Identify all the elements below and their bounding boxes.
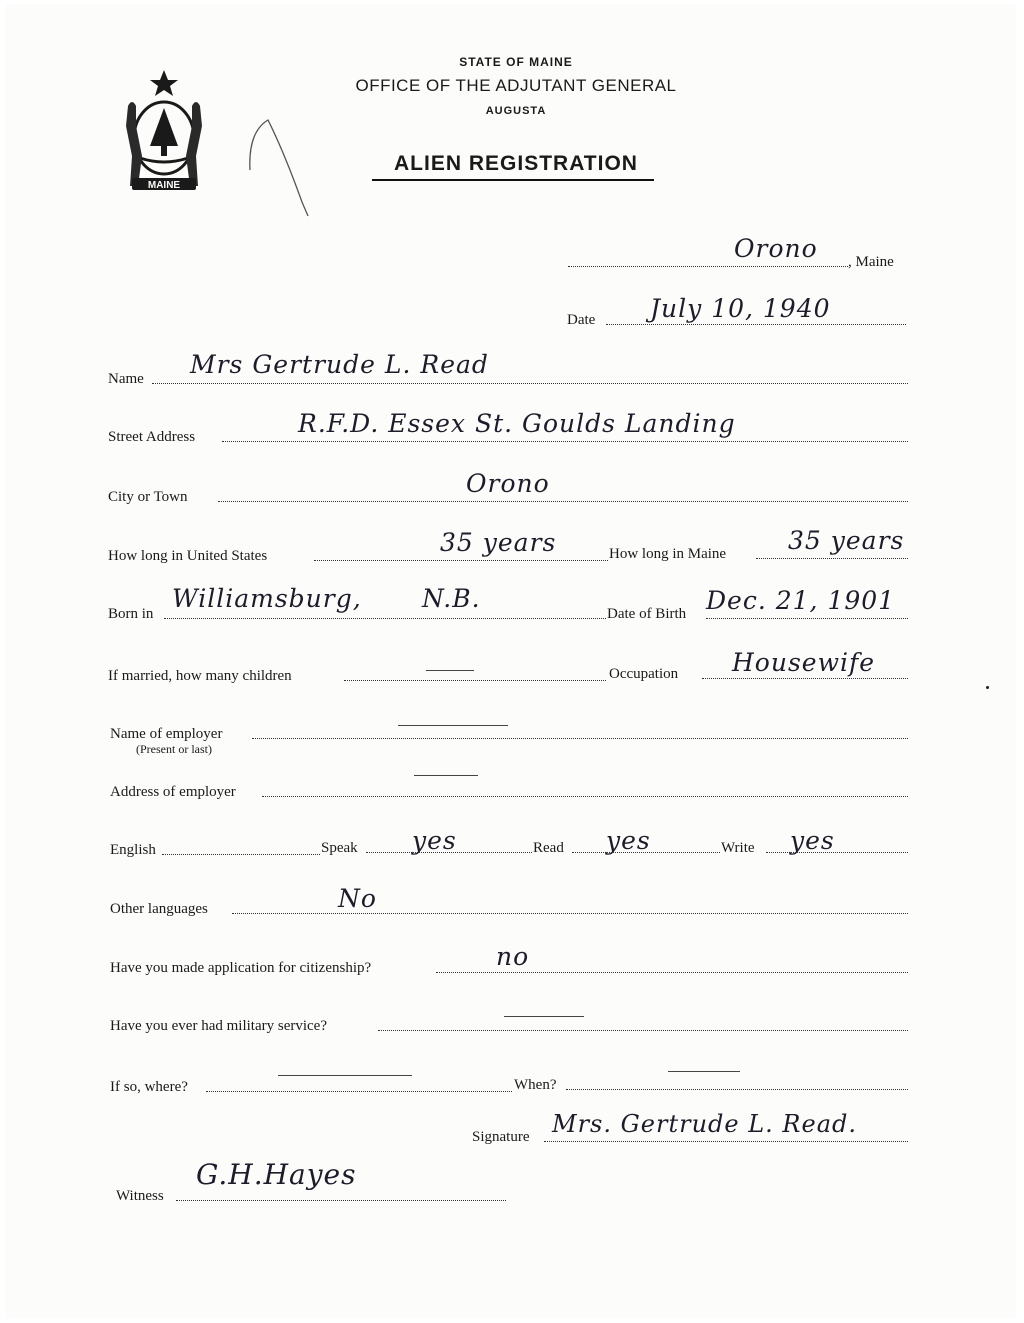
how-long-us-line <box>314 560 608 561</box>
other-languages-value: No <box>338 884 377 913</box>
other-languages-line <box>232 913 908 914</box>
name-label: Name <box>108 371 144 387</box>
occupation-value: Housewife <box>732 648 876 677</box>
city-line <box>218 501 908 502</box>
how-long-maine-line <box>756 558 908 559</box>
born-in-place-value: Williamsburg, <box>172 584 362 613</box>
city-value: Orono <box>466 469 550 498</box>
read-label: Read <box>533 840 564 856</box>
street-label: Street Address <box>108 429 196 445</box>
employer-dash <box>398 725 508 726</box>
military-line <box>378 1030 908 1031</box>
read-value: yes <box>606 826 651 855</box>
header-office: OFFICE OF THE ADJUTANT GENERAL <box>355 76 677 95</box>
born-in-line <box>164 618 606 619</box>
title-underline <box>372 179 654 181</box>
occupation-label: Occupation <box>609 666 679 682</box>
date-of-birth-label: Date of Birth <box>607 606 687 622</box>
signature-label: Signature <box>472 1129 530 1145</box>
town-line <box>568 266 848 267</box>
citizenship-label: Have you made application for citizenship? <box>110 960 372 976</box>
where-label: If so, where? <box>110 1079 188 1095</box>
witness-signature: G.H.Hayes <box>196 1158 357 1191</box>
where-dash <box>278 1075 412 1076</box>
street-line <box>222 441 908 442</box>
employer-address-dash <box>414 775 478 776</box>
signature-line <box>544 1141 908 1142</box>
citizenship-line <box>436 972 908 973</box>
military-dash <box>504 1016 584 1017</box>
when-label: When? <box>514 1077 557 1093</box>
employer-address-label: Address of employer <box>110 784 236 800</box>
when-dash <box>668 1071 740 1072</box>
date-label: Date <box>567 312 596 328</box>
speak-value: yes <box>412 826 457 855</box>
pencil-mark-icon <box>238 112 338 222</box>
other-languages-label: Other languages <box>110 901 208 917</box>
date-value: July 10, 1940 <box>650 294 831 323</box>
town-value: Orono <box>734 234 818 263</box>
when-line <box>566 1089 908 1090</box>
born-in-label: Born in <box>108 606 154 622</box>
street-value: R.F.D. Essex St. Goulds Landing <box>298 409 736 438</box>
military-label: Have you ever had military service? <box>110 1018 327 1034</box>
occupation-line <box>702 678 908 679</box>
employer-label: Name of employer <box>110 726 223 742</box>
registration-form <box>6 4 1016 1318</box>
where-line <box>206 1091 512 1092</box>
header-city: AUGUSTA <box>485 105 547 117</box>
citizenship-value: no <box>496 942 530 971</box>
stray-mark <box>986 686 989 689</box>
english-line <box>162 854 320 855</box>
name-value: Mrs Gertrude L. Read <box>190 350 489 379</box>
employer-sublabel: (Present or last) <box>136 742 212 756</box>
how-long-us-value: 35 years <box>440 528 557 557</box>
children-line <box>344 680 606 681</box>
children-dash <box>426 670 474 671</box>
date-of-birth-line <box>706 618 908 619</box>
write-line <box>766 852 908 853</box>
state-seal-icon <box>110 66 218 196</box>
witness-label: Witness <box>116 1188 164 1204</box>
header-state: STATE OF MAINE <box>459 55 573 69</box>
english-label: English <box>110 842 156 858</box>
city-label: City or Town <box>108 489 188 505</box>
form-title: ALIEN REGISTRATION <box>394 152 638 175</box>
date-of-birth-value: Dec. 21, 1901 <box>706 586 896 615</box>
seal-banner-text: MAINE <box>147 180 181 191</box>
name-line <box>152 383 908 384</box>
how-long-maine-value: 35 years <box>788 526 905 555</box>
employer-address-line <box>262 796 908 797</box>
how-long-maine-label: How long in Maine <box>609 546 727 562</box>
born-in-province-value: N.B. <box>422 584 481 613</box>
employer-line <box>252 738 908 739</box>
witness-line <box>176 1200 506 1201</box>
write-value: yes <box>790 826 835 855</box>
maine-label: , Maine <box>848 254 894 270</box>
write-label: Write <box>721 840 755 856</box>
speak-label: Speak <box>321 840 358 856</box>
date-line <box>606 324 906 325</box>
children-label: If married, how many children <box>108 668 292 684</box>
signature-value: Mrs. Gertrude L. Read. <box>552 1110 858 1138</box>
how-long-us-label: How long in United States <box>108 548 268 564</box>
